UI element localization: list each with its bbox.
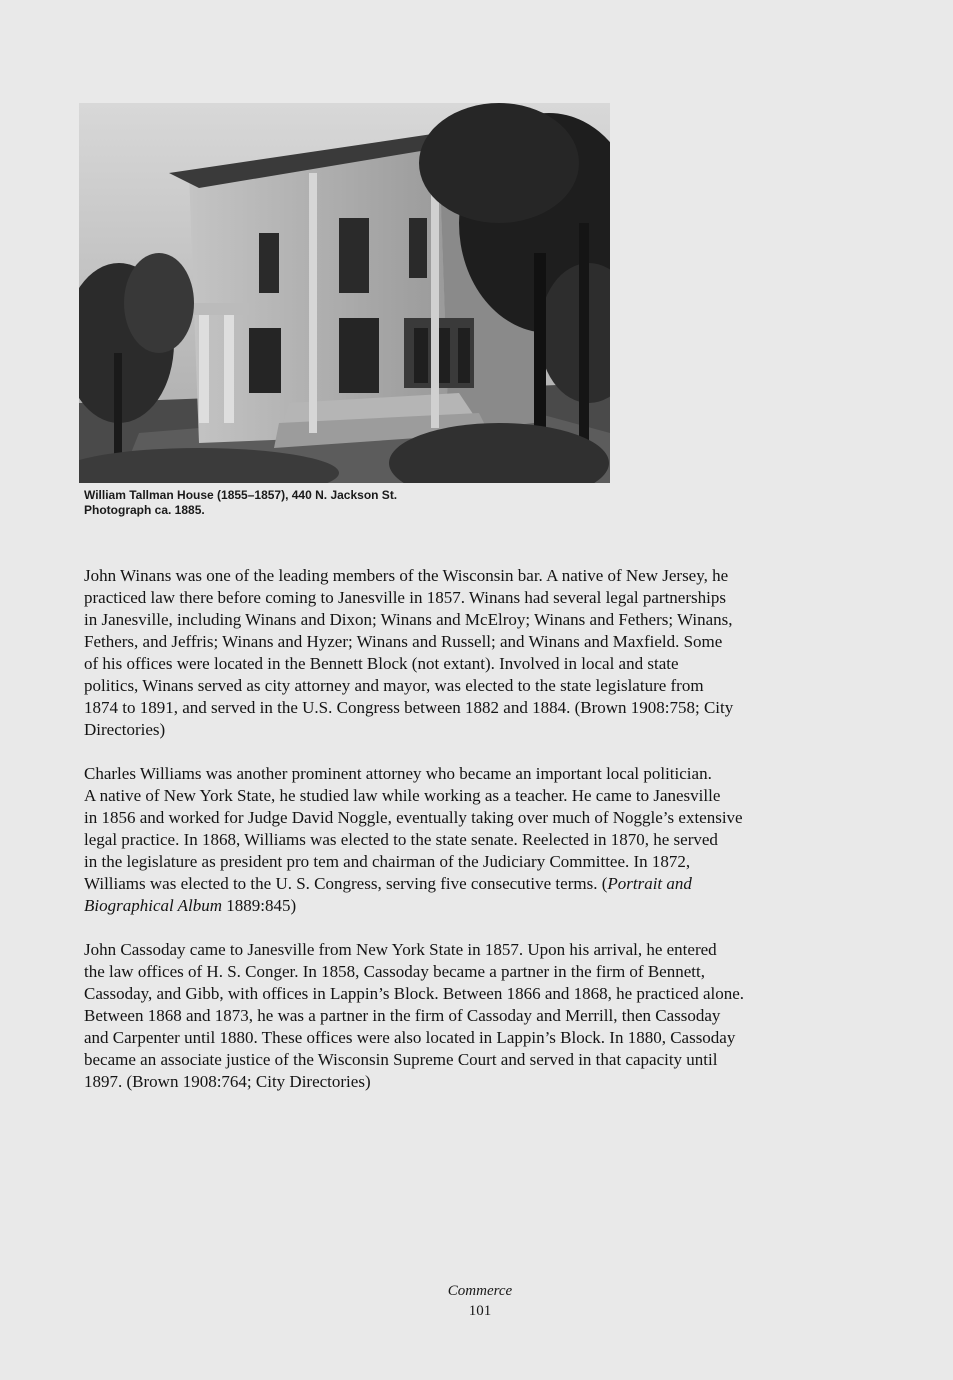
text-line: Cassoday, and Gibb, with offices in Lappin’s Block. Between 1866 and 1868, he practiced alone. [84,984,745,1003]
citation-title: Biographical Album [84,896,223,915]
text-line: of his offices were located in the Bennett Block (not extant). Involved in local and state [84,654,679,673]
photo-caption [84,488,584,518]
text-line: John Cassoday came to Janesville from New York State in 1857. Upon his arrival, he entered [84,940,717,959]
paragraph-cassoday [84,939,884,1093]
text-line: and Carpenter until 1880. These offices were also located in Lappin’s Block. In 1880, Cassoday [84,1028,736,1047]
text-line: A native of New York State, he studied law while working as a teacher. He came to Janesville [84,786,721,805]
text-line: Fethers, and Jeffris; Winans and Hyzer; Winans and Russell; and Winans and Maxfield. Some [84,632,723,651]
citation-title: Portrait and [607,874,692,893]
text-line: 1874 to 1891, and served in the U.S. Congress between 1882 and 1884. (Brown 1908:758; City [84,698,734,717]
text-line: Williams was elected to the U. S. Congress, serving five consecutive terms. (Portrait and [84,874,692,893]
caption-line-1: William Tallman House (1855–1857), 440 N. Jackson St. [84,488,398,502]
text-line: in 1856 and worked for Judge David Noggle, eventually taking over much of Noggle’s extensive [84,808,743,827]
paragraph-williams [84,763,884,917]
caption-line-2: Photograph ca. 1885. [84,503,205,517]
text-line: Directories) [84,720,166,739]
tallman-house-photo [79,103,610,483]
text-line: became an associate justice of the Wisconsin Supreme Court and served in that capacity until [84,1050,718,1069]
text-line: in Janesville, including Winans and Dixon; Winans and McElroy; Winans and Fethers; Winans, [84,610,733,629]
text-line: the law offices of H. S. Conger. In 1858, Cassoday became a partner in the firm of Bennett, [84,962,705,981]
text-line: Charles Williams was another prominent attorney who became an important local politician. [84,764,712,783]
text-line: in the legislature as president pro tem and chairman of the Judiciary Committee. In 1872, [84,852,691,871]
text-line: Biographical Album 1889:845) [84,896,297,915]
text-line: 1897. (Brown 1908:764; City Directories) [84,1072,371,1091]
text-line: legal practice. In 1868, Williams was elected to the state senate. Reelected in 1870, he served [84,830,718,849]
text-line: politics, Winans served as city attorney and mayor, was elected to the state legislature from [84,676,704,695]
section-title: Commerce [447,1283,513,1299]
page-footer [380,1281,580,1321]
page-number: 101 [468,1303,492,1319]
text-line: Between 1868 and 1873, he was a partner in the firm of Cassoday and Merrill, then Cassoday [84,1006,721,1025]
text-line: John Winans was one of the leading members of the Wisconsin bar. A native of New Jersey, he [84,566,729,585]
body-text [84,565,884,1093]
text-line: practiced law there before coming to Janesville in 1857. Winans had several legal partnerships [84,588,726,607]
paragraph-winans [84,565,884,741]
